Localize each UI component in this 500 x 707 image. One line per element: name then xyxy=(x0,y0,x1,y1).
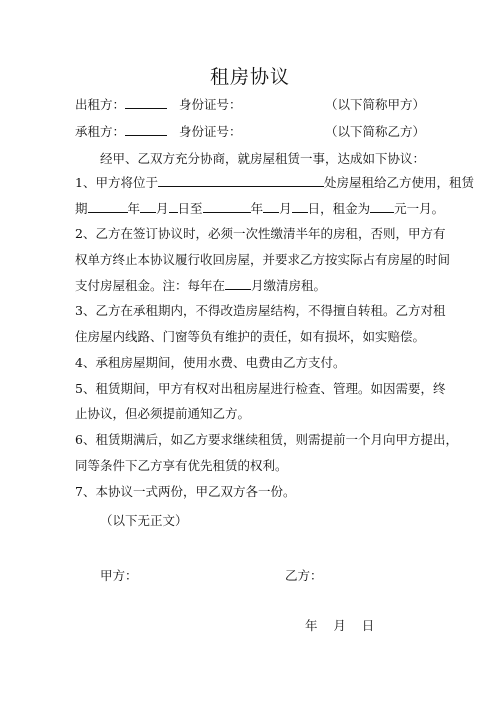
clause-2-line-1: 2、乙方在签订协议时，必须一次性缴清半年的房租，否则，甲方有 xyxy=(75,226,446,241)
lessor-name-blank[interactable] xyxy=(125,96,167,109)
clause-6-line-2: 同等条件下乙方享有优先租赁的权利。 xyxy=(75,458,288,473)
party-b-signature-label: 乙方： xyxy=(285,568,323,583)
lessor-label: 出租方： xyxy=(75,97,126,112)
clause-3-line-1: 3、乙方在承租期内，不得改造房屋结构，不得擅自转租。乙方对租 xyxy=(75,303,446,318)
clause-1-year-1: 年 xyxy=(127,201,141,216)
lessor-id-label: 身份证号： xyxy=(179,97,242,112)
payment-month-blank[interactable] xyxy=(225,277,251,290)
clause-1-text-b: 处房屋租给乙方使用，租赁 xyxy=(323,175,474,190)
clause-1-rent-label: 日，租金为 xyxy=(307,201,371,216)
clause-4: 4、承租房屋期间，使用水费、电费由乙方支付。 xyxy=(75,355,346,370)
lessee-note: （以下简称乙方） xyxy=(325,124,426,139)
lessee-name-blank[interactable] xyxy=(125,123,167,136)
clause-1-text-a: 1、甲方将位于 xyxy=(75,175,158,190)
clause-2-line-3 xyxy=(75,276,326,294)
lessor-note: （以下简称甲方） xyxy=(325,97,426,112)
clause-1-month-1: 月 xyxy=(156,201,169,216)
rent-amount-blank[interactable] xyxy=(370,200,394,213)
end-year-blank[interactable] xyxy=(203,200,251,213)
end-day-blank[interactable] xyxy=(292,200,308,213)
lessee-line xyxy=(75,122,242,140)
start-day-blank[interactable] xyxy=(169,200,178,213)
document-title: 租房协议 xyxy=(209,66,290,88)
start-year-blank[interactable] xyxy=(88,200,128,213)
clause-5-line-1: 5、租赁期间，甲方有权对出租房屋进行检查、管理。如因需要，终 xyxy=(75,381,446,396)
party-a-signature-label: 甲方： xyxy=(100,568,138,583)
lessor-line xyxy=(75,95,242,113)
clause-1-year-2: 年 xyxy=(250,201,264,216)
start-month-blank[interactable] xyxy=(140,200,156,213)
clause-1-line-2 xyxy=(75,199,444,217)
end-month-blank[interactable] xyxy=(263,200,279,213)
clause-1-line-1 xyxy=(75,173,474,191)
clause-1-month-2: 月 xyxy=(279,201,292,216)
clause-1-day-to: 日至 xyxy=(177,201,203,216)
clause-2-text-b: 月缴清房租。 xyxy=(251,278,327,293)
clause-6-line-1: 6、租赁期满后，如乙方要求继续租赁，则需提前一个月向甲方提出， xyxy=(75,432,458,447)
lessee-label: 承租方： xyxy=(75,124,126,139)
clause-2-text-a: 支付房屋租金。注：每年在 xyxy=(75,278,226,293)
property-address-blank[interactable] xyxy=(158,174,324,187)
lessee-id-label: 身份证号： xyxy=(179,124,242,139)
signing-date: 年 月 日 xyxy=(305,618,375,633)
end-note: （以下无正文） xyxy=(100,513,188,528)
clause-5-line-2: 止协议，但必须提前通知乙方。 xyxy=(75,406,251,421)
clause-3-line-2: 住房屋内线路、门窗等负有维护的责任，如有损坏，如实赔偿。 xyxy=(75,329,426,344)
intro-paragraph: 经甲、乙双方充分协商，就房屋租赁一事，达成如下协议： xyxy=(100,151,426,166)
clause-7: 7、本协议一式两份，甲乙双方各一份。 xyxy=(75,484,296,499)
clause-1-rent-unit: 元一月。 xyxy=(394,201,445,216)
clause-1-text-c: 期 xyxy=(75,201,88,216)
clause-2-line-2: 权单方终止本协议履行收回房屋，并要求乙方按实际占有房屋的时间 xyxy=(75,252,451,267)
